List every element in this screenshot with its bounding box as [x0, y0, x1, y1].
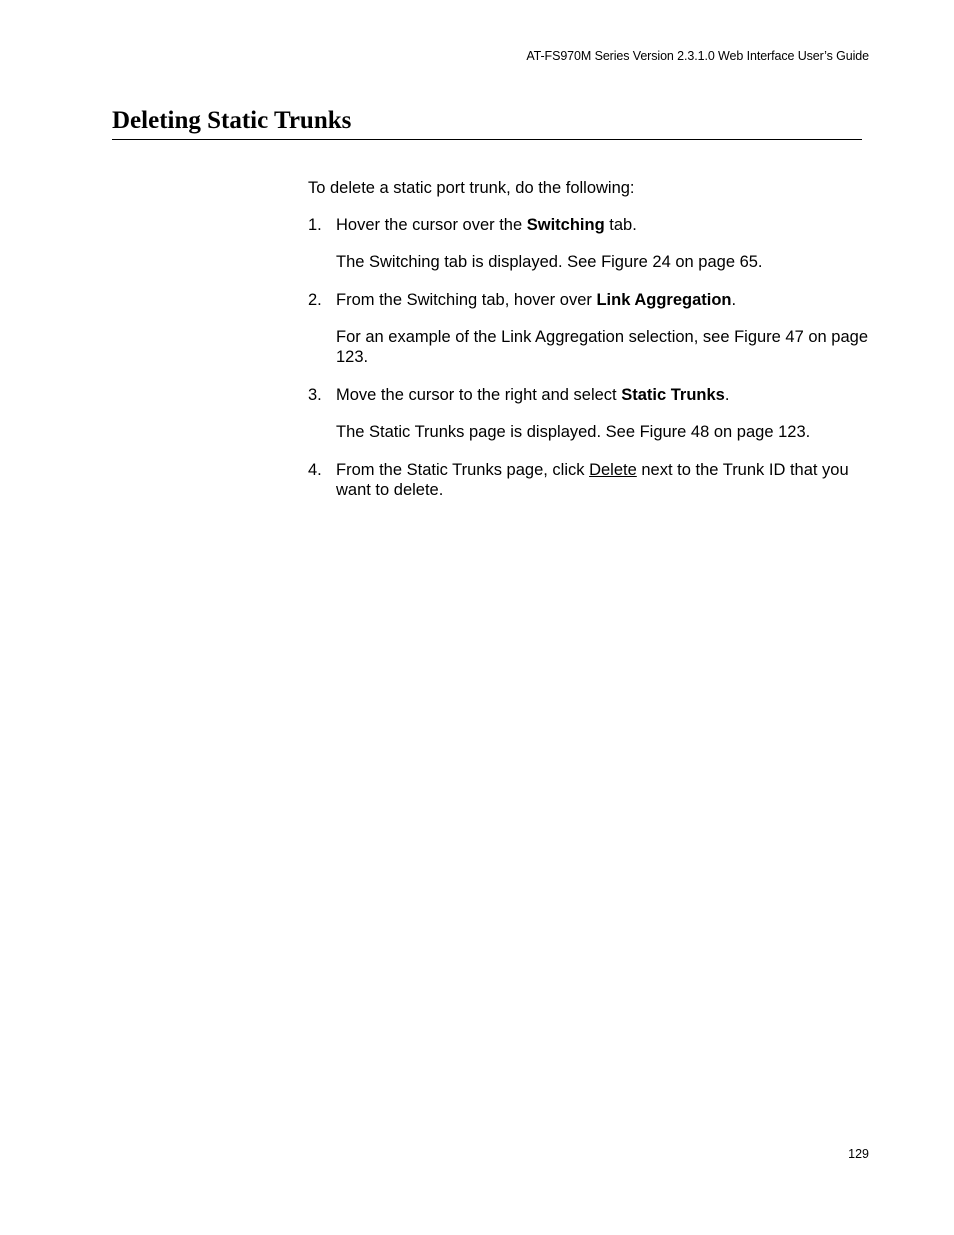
intro-paragraph: To delete a static port trunk, do the following:	[308, 179, 635, 197]
title-rule	[112, 139, 862, 140]
step-text: From the Switching tab, hover over	[336, 291, 597, 309]
steps-list	[308, 215, 868, 500]
step-text: .	[731, 291, 737, 309]
step-text: Move the cursor to the right and select	[336, 386, 622, 404]
ui-term-switching: Switching	[526, 216, 605, 234]
step-instruction	[336, 460, 868, 500]
running-header: AT-FS970M Series Version 2.3.1.0 Web Interface User’s Guide	[526, 49, 869, 63]
step-instruction	[336, 290, 868, 310]
step-1	[308, 215, 868, 272]
step-number: 1.	[308, 216, 322, 234]
step-instruction	[336, 215, 868, 235]
step-text: From the Static Trunks page, click	[336, 461, 590, 479]
step-text: .	[724, 386, 730, 404]
step-number: 2.	[308, 291, 322, 309]
step-number: 4.	[308, 461, 322, 479]
step-note: The Static Trunks page is displayed. See Figure 48 on page 123.	[336, 423, 811, 441]
ui-term-link-aggregation: Link Aggregation	[596, 291, 732, 309]
step-text: tab.	[604, 216, 637, 234]
step-3	[308, 385, 868, 442]
step-note: For an example of the Link Aggregation selection, see Figure 47 on page 123.	[336, 328, 869, 366]
page-number: 129	[848, 1147, 869, 1161]
step-text: next to the Trunk ID that you want to delete.	[336, 461, 849, 499]
body-block	[308, 178, 868, 518]
step-2	[308, 290, 868, 367]
step-instruction	[336, 385, 868, 405]
step-number: 3.	[308, 386, 322, 404]
delete-link-term: Delete	[589, 461, 637, 479]
section-title: Deleting Static Trunks	[112, 107, 352, 134]
step-4	[308, 460, 868, 500]
step-note: The Switching tab is displayed. See Figure 24 on page 65.	[336, 253, 763, 271]
step-text: Hover the cursor over the	[336, 216, 527, 234]
ui-term-static-trunks: Static Trunks	[621, 386, 725, 404]
